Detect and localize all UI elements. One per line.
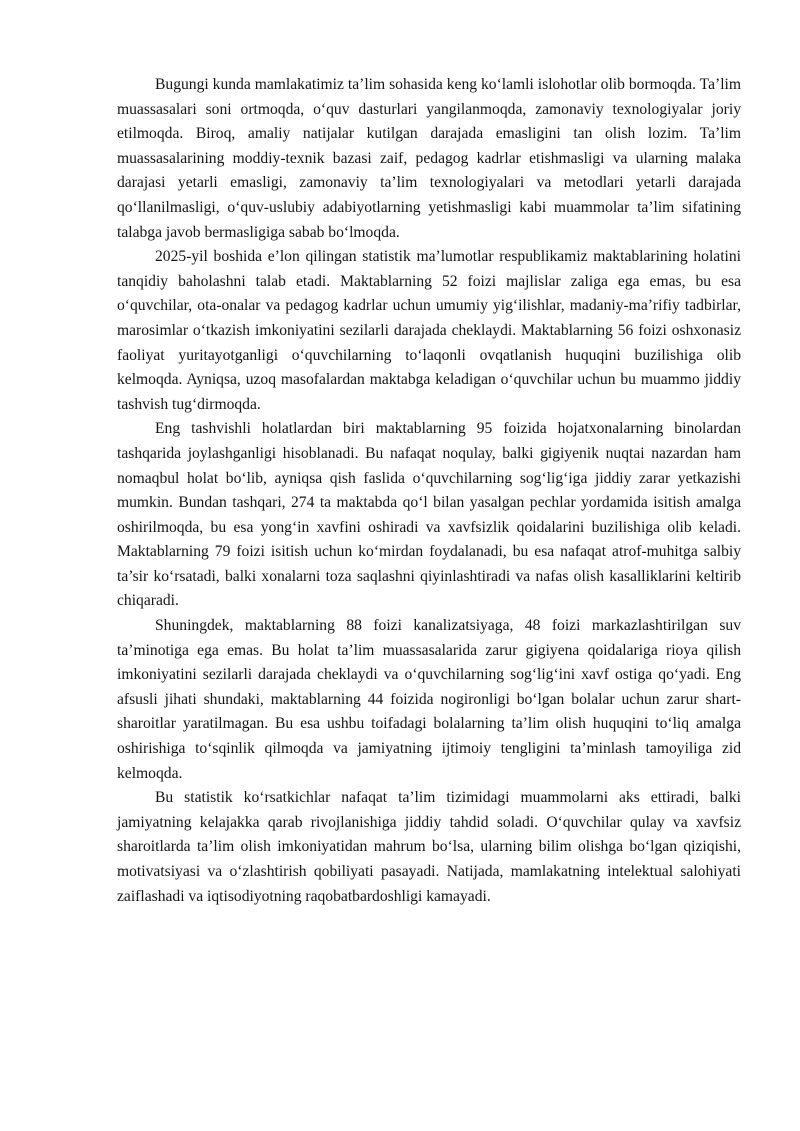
document-page [117,73,741,909]
paragraph-conclusion: Bu statistik ko‘rsatkichlar nafaqat ta’lim tizimidagi muammolarni aks ettiradi, balki jamiyatning kelajakka qarab rivojlanishiga jiddiy tahdid soladi. O‘quvchilar qulay va xavfsiz sharoitlarda ta’lim olish imkoniyatidan mahrum bo‘lsa, ularning bilim olishga bo‘lgan qiziqishi, motivatsiyasi va o‘zlashtirish qobiliyati pasayadi. Natijada, mamlakatning intelektual salohiyati zaiflashadi va iqtisodiyotning raqobatbardoshligi kamayadi. [117,789,741,905]
paragraph-water-accessibility: Shuningdek, maktablarning 88 foizi kanalizatsiyaga, 48 foizi markazlashtirilgan suv ta’minotiga ega emas. Bu holat ta’lim muassasalarida zarur gigiyena qoidalariga rioya qilish imkoniyatini sezilarli darajada cheklaydi va o‘quvchilarning sog‘lig‘ini xavf ostiga qo‘yadi. Eng afsusli jihati shundaki, maktablarning 44 foizida nogironligi bo‘lgan bolalar uchun zarur shart-sharoitlar yaratilmagan. Bu esa ushbu toifadagi bolalarning ta’lim olish huquqini to‘liq amalga oshirishiga to‘sqinlik qilmoqda va jamiyatning ijtimoiy tengligini ta’minlash tamoyiliga zid kelmoqda. [117,617,741,782]
paragraph-statistics-2025: 2025-yil boshida e’lon qilingan statistik ma’lumotlar respublikamiz maktablarining holatini tanqidiy baholashni talab etadi. Maktablarning 52 foizi majlislar zaliga ega emas, bu esa o‘quvchilar, ota-onalar va pedagog kadrlar uchun umumiy yig‘ilishlar, madaniy-ma’rifiy tadbirlar, marosimlar o‘tkazish imkoniyatini sezilarli darajada cheklaydi. Maktablarning 56 foizi oshxonasiz faoliyat yuritayotganligi o‘quvchilarning to‘laqonli ovqatlanish huquqini buzilishiga olib kelmoqda. Ayniqsa, uzoq masofalardan maktabga keladigan o‘quvchilar uchun bu muammo jiddiy tashvish tug‘dirmoqda. [117,248,741,413]
paragraph-sanitation-heating: Eng tashvishli holatlardan biri maktablarning 95 foizida hojatxonalarning binolardan tashqarida joylashganligi hisoblanadi. Bu nafaqat noqulay, balki gigiyenik nuqtai nazardan ham nomaqbul holat bo‘lib, ayniqsa qish faslida o‘quvchilarning sog‘lig‘iga jiddiy zarar yetkazishi mumkin. Bundan tashqari, 274 ta maktabda qo‘l bilan yasalgan pechlar yordamida isitish amalga oshirilmoqda, bu esa yong‘in xavfini oshiradi va xavfsizlik qoidalarini buzilishiga olib keladi. Maktablarning 79 foizi isitish uchun ko‘mirdan foydalanadi, bu esa nafaqat atrof-muhitga salbiy ta’sir ko‘rsatadi, balki xonalarni toza saqlashni qiyinlashtiradi va nafas olish kasalliklarini keltirib chiqaradi. [117,420,741,610]
paragraph-reforms: Bugungi kunda mamlakatimiz ta’lim sohasida keng ko‘lamli islohotlar olib bormoqda. Ta’lim muassasalari soni ortmoqda, o‘quv dasturlari yangilanmoqda, zamonaviy texnologiyalar joriy etilmoqda. Biroq, amaliy natijalar kutilgan darajada emasligini tan olish lozim. Ta’lim muassasalarining moddiy-texnik bazasi zaif, pedagog kadrlar etishmasligi va ularning malaka darajasi yetarli emasligi, zamonaviy ta’lim texnologiyalari va metodlari yetarli darajada qo‘llanilmasligi, o‘quv-uslubiy adabiyotlarning yetishmasligi kabi muammolar ta’lim sifatining talabga javob bermasligiga sabab bo‘lmoqda. [117,76,741,241]
